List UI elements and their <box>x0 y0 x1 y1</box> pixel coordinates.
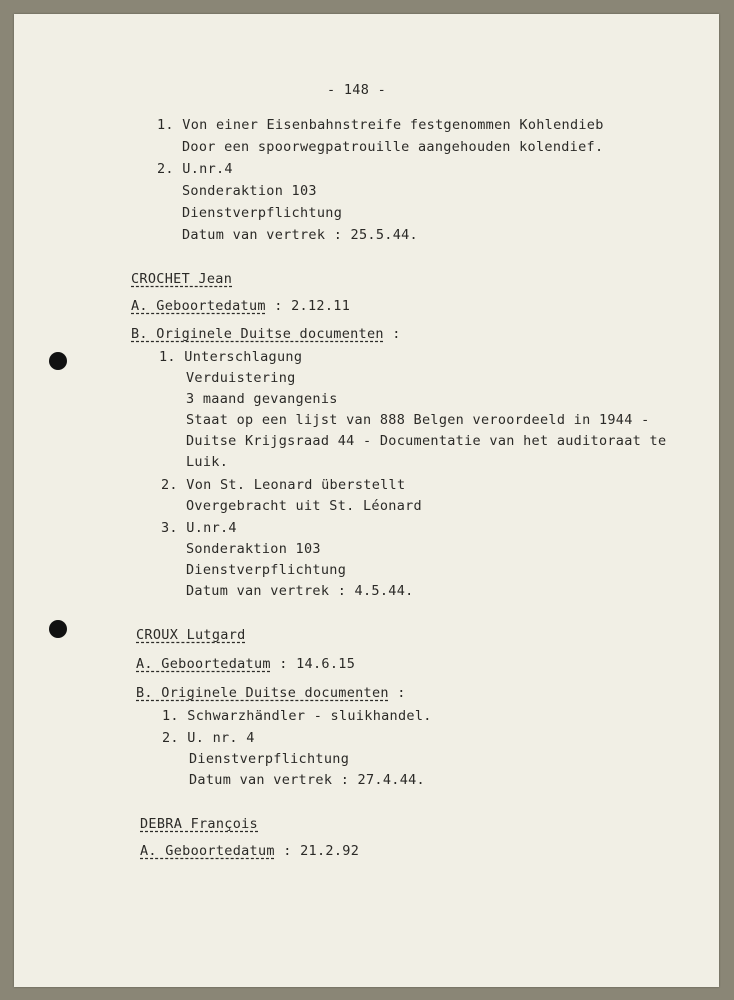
text-line: Dienstverpflichtung <box>189 751 350 767</box>
birth-date-value: : 14.6.15 <box>270 656 356 672</box>
documents-colon: : <box>388 685 406 701</box>
birth-date-line <box>136 656 355 672</box>
person-name: CROCHET Jean <box>131 271 233 287</box>
text-line: 2. U. nr. 4 <box>162 730 255 746</box>
text-line: 2. Von St. Leonard überstellt <box>161 477 406 493</box>
text-line: Overgebracht uit St. Léonard <box>186 498 422 514</box>
text-line: Luik. <box>186 454 229 470</box>
birth-date-label: A. Geboortedatum <box>131 298 266 314</box>
birth-date-line <box>131 298 350 314</box>
text-line: Sonderaktion 103 <box>186 541 321 557</box>
text-line: Dienstverpflichtung <box>182 205 343 221</box>
documents-colon: : <box>383 326 401 342</box>
text-line: 3 maand gevangenis <box>186 391 338 407</box>
documents-label: B. Originele Duitse documenten <box>136 685 389 701</box>
birth-date-label: A. Geboortedatum <box>136 656 271 672</box>
birth-date-value: : 21.2.92 <box>274 843 360 859</box>
person-name: DEBRA François <box>140 816 258 832</box>
documents-label: B. Originele Duitse documenten <box>131 326 384 342</box>
text-line: Dienstverpflichtung <box>186 562 347 578</box>
page-number: - 148 - <box>327 82 386 98</box>
birth-date-label: A. Geboortedatum <box>140 843 275 859</box>
documents-heading <box>131 326 401 342</box>
text-line: Datum van vertrek : 25.5.44. <box>182 227 418 243</box>
punch-hole-top <box>49 352 67 370</box>
text-line: Datum van vertrek : 27.4.44. <box>189 772 425 788</box>
text-line: Duitse Krijgsraad 44 - Documentatie van het auditoraat te <box>186 433 667 449</box>
text-line: 2. U.nr.4 <box>157 161 233 177</box>
text-line: Verduistering <box>186 370 296 386</box>
text-line: Door een spoorwegpatrouille aangehouden kolendief. <box>182 139 604 155</box>
text-line: Datum van vertrek : 4.5.44. <box>186 583 414 599</box>
text-line: 1. Unterschlagung <box>159 349 303 365</box>
punch-hole-bottom <box>49 620 67 638</box>
text-line: 1. Von einer Eisenbahnstreife festgenommen Kohlendieb <box>157 117 604 133</box>
birth-date-line <box>140 843 359 859</box>
text-line: 3. U.nr.4 <box>161 520 237 536</box>
text-line: Staat op een lijst van 888 Belgen veroordeeld in 1944 - <box>186 412 650 428</box>
text-line: 1. Schwarzhändler - sluikhandel. <box>162 708 432 724</box>
birth-date-value: : 2.12.11 <box>265 298 351 314</box>
person-name: CROUX Lutgard <box>136 627 246 643</box>
text-line: Sonderaktion 103 <box>182 183 317 199</box>
documents-heading <box>136 685 406 701</box>
